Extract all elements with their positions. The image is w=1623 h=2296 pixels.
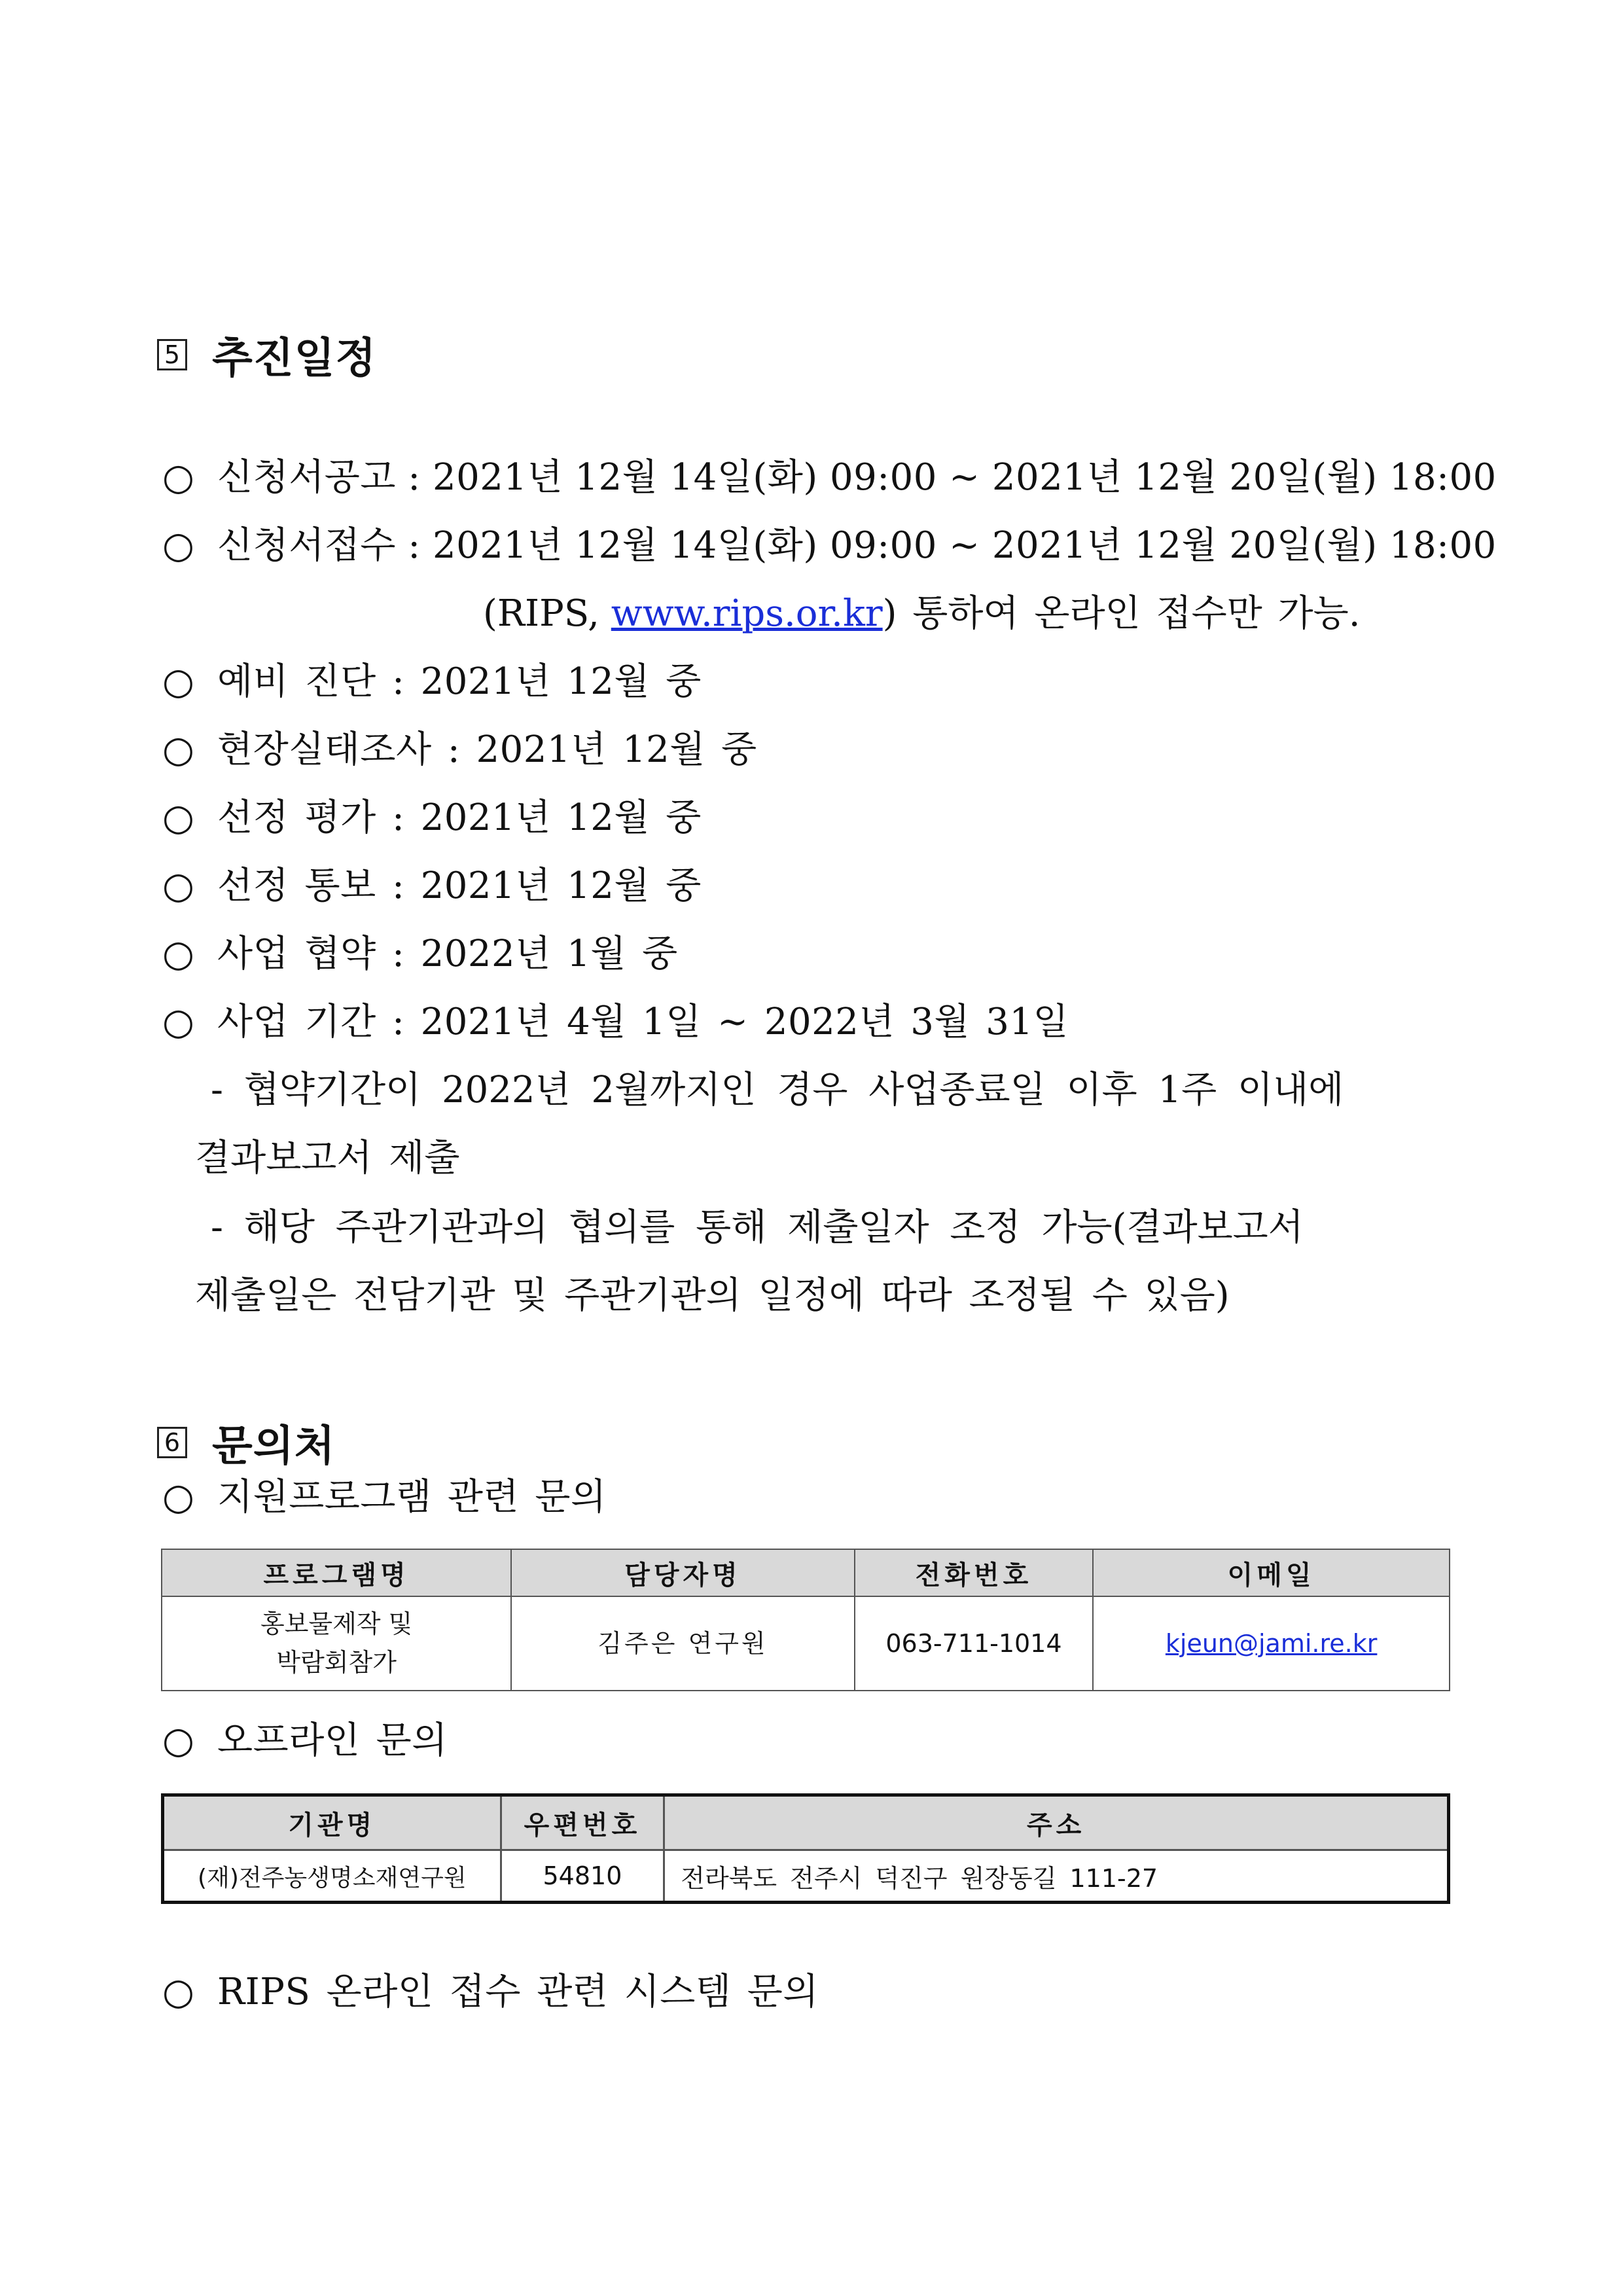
- schedule-item: [162, 1001, 1069, 1043]
- cell-address: 전라북도 전주시 덕진구 원장동길 111-27: [664, 1850, 1449, 1903]
- schedule-item-text: 선정 평가 : 2021년 12월 중: [217, 797, 702, 839]
- section-5-title: 추진일정: [212, 334, 377, 383]
- table-header-row: [163, 1795, 1449, 1850]
- section-6-header: [157, 1412, 335, 1473]
- cell-contact-name: 김주은 연구원: [511, 1596, 854, 1691]
- circle-bullet-icon: ○: [162, 524, 194, 567]
- circle-bullet-icon: ○: [162, 728, 194, 771]
- circle-bullet-icon: ○: [162, 865, 194, 907]
- schedule-item: [162, 728, 757, 771]
- schedule-item-text: 예비 진단 : 2021년 12월 중: [217, 660, 702, 703]
- sub-note-line: 제출일은 전담기관 및 주관기관의 일정에 따라 조정될 수 있음): [195, 1274, 1230, 1317]
- program-name-line: 박람회참가: [276, 1648, 397, 1677]
- rips-inquiry-heading: [162, 1971, 819, 2013]
- circle-bullet-icon: ○: [162, 933, 194, 975]
- circle-bullet-icon: ○: [162, 1001, 194, 1043]
- rips-inquiry-text: RIPS 온라인 접수 관련 시스템 문의: [217, 1971, 819, 2013]
- circle-bullet-icon: ○: [162, 1971, 194, 2013]
- schedule-item: [162, 456, 1497, 499]
- header-org-name: 기관명: [163, 1795, 501, 1850]
- circle-bullet-icon: ○: [162, 456, 194, 499]
- offline-inquiry-text: 오프라인 문의: [217, 1719, 448, 1762]
- circle-bullet-icon: ○: [162, 1476, 194, 1518]
- program-name-line: 홍보물제작 및: [260, 1609, 413, 1639]
- section-6-title: 문의처: [212, 1422, 336, 1471]
- schedule-item-text: 사업 협약 : 2022년 1월 중: [217, 933, 678, 975]
- cell-program-name: [162, 1596, 511, 1691]
- section-5-number: 5: [157, 339, 187, 370]
- rips-link[interactable]: www.rips.or.kr: [611, 592, 883, 635]
- program-inquiry-heading: [162, 1476, 607, 1518]
- offline-contact-table: [161, 1793, 1450, 1904]
- cell-postal-code: 54810: [501, 1850, 664, 1903]
- schedule-item: [162, 933, 678, 975]
- schedule-item: [162, 797, 702, 839]
- cell-email: [1093, 1596, 1450, 1691]
- cell-phone: 063-711-1014: [855, 1596, 1094, 1691]
- sub-note-line: 결과보고서 제출: [195, 1137, 460, 1179]
- circle-bullet-icon: ○: [162, 797, 194, 839]
- rips-note-prefix: (RIPS,: [483, 592, 611, 635]
- rips-note-suffix: ) 통하여 온라인 접수만 가능.: [882, 592, 1361, 635]
- circle-bullet-icon: ○: [162, 660, 194, 703]
- schedule-item-text: 사업 기간 : 2021년 4월 1일 ~ 2022년 3월 31일: [217, 1001, 1069, 1043]
- schedule-item-text: 현장실태조사 : 2021년 12월 중: [217, 728, 757, 771]
- schedule-item: [162, 524, 1497, 567]
- header-contact-name: 담당자명: [511, 1549, 854, 1596]
- rips-note: [483, 592, 1361, 635]
- table-row: [162, 1596, 1450, 1691]
- header-email: 이메일: [1093, 1549, 1450, 1596]
- header-program-name: 프로그램명: [162, 1549, 511, 1596]
- header-address: 주소: [664, 1795, 1449, 1850]
- sub-note-line: - 해당 주관기관과의 협의를 통해 제출일자 조정 가능(결과보고서: [211, 1206, 1304, 1249]
- program-inquiry-text: 지원프로그램 관련 문의: [217, 1476, 607, 1518]
- offline-inquiry-heading: [162, 1719, 448, 1762]
- cell-org-name: (재)전주농생명소재연구원: [163, 1850, 501, 1903]
- sub-note-line: - 협약기간이 2022년 2월까지인 경우 사업종료일 이후 1주 이내에: [211, 1069, 1344, 1111]
- section-6-number: 6: [157, 1427, 187, 1458]
- circle-bullet-icon: ○: [162, 1719, 194, 1762]
- program-contact-table: [161, 1549, 1450, 1691]
- schedule-item: [162, 865, 702, 907]
- schedule-item-text: 신청서공고 : 2021년 12월 14일(화) 09:00 ~ 2021년 12월 20일(월) 18:00: [217, 456, 1497, 499]
- table-row: [163, 1850, 1449, 1903]
- schedule-item-text: 신청서접수 : 2021년 12월 14일(화) 09:00 ~ 2021년 12월 20일(월) 18:00: [217, 524, 1497, 567]
- schedule-item: [162, 660, 702, 703]
- section-5-header: [157, 325, 376, 385]
- table-header-row: [162, 1549, 1450, 1596]
- header-postal-code: 우편번호: [501, 1795, 664, 1850]
- header-phone: 전화번호: [855, 1549, 1094, 1596]
- email-link[interactable]: kjeun@jami.re.kr: [1165, 1628, 1378, 1658]
- schedule-item-text: 선정 통보 : 2021년 12월 중: [217, 865, 702, 907]
